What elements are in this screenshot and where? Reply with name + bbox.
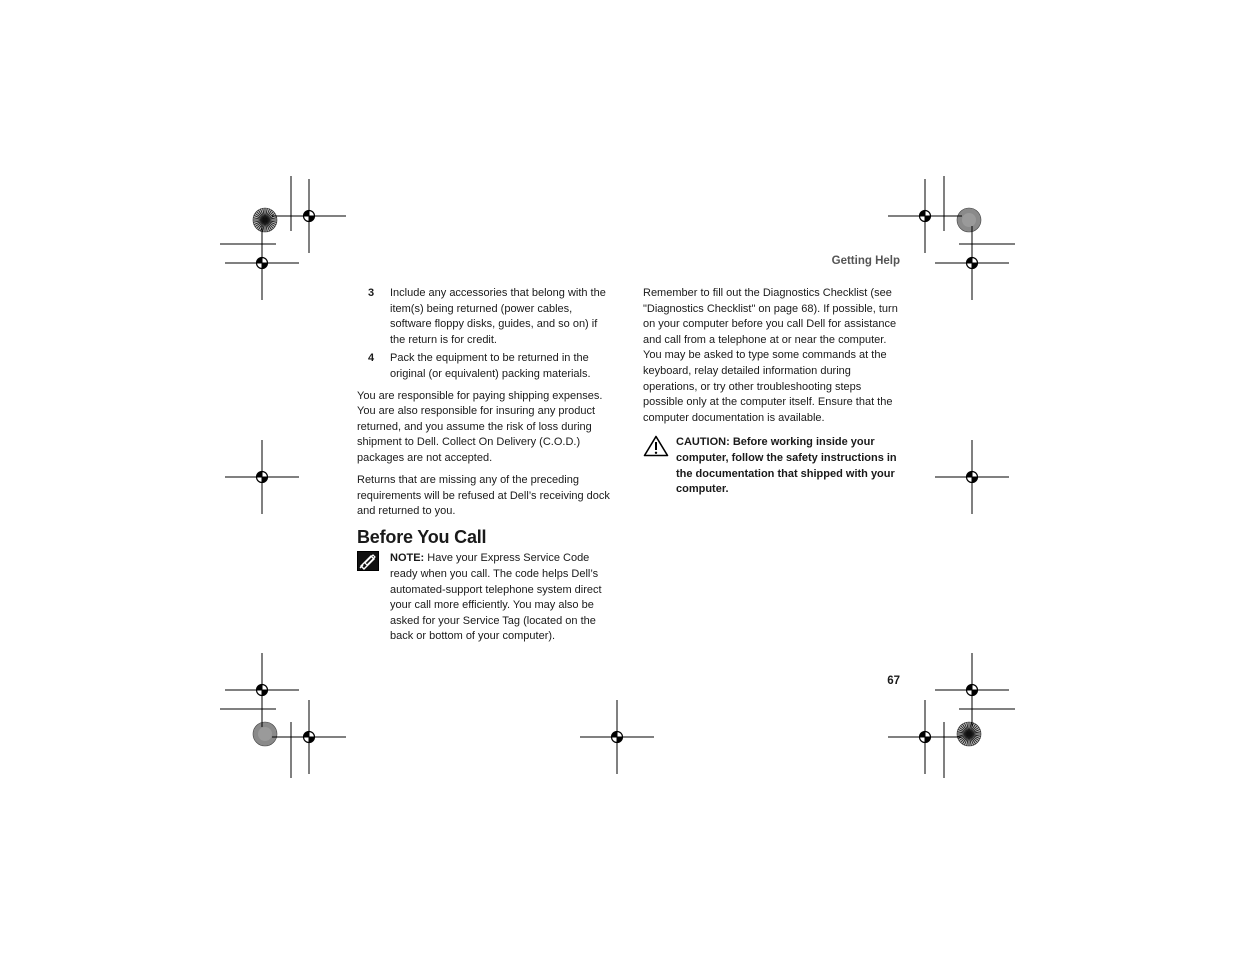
step-text: Include any accessories that belong with the item(s) being returned (power cables, software floppy disks, guides, and so on) if the return is for credit. xyxy=(390,287,606,346)
note-block xyxy=(357,551,613,645)
step-item xyxy=(357,286,613,348)
page-number: 67 xyxy=(887,675,900,687)
right-column xyxy=(643,286,901,498)
running-header: Getting Help xyxy=(831,255,900,267)
step-item xyxy=(357,351,613,382)
returns-paragraph: Returns that are missing any of the preceding requirements will be refused at Dell’s receiving dock and returned to you. xyxy=(357,474,610,518)
note-text xyxy=(390,551,613,645)
step-number: 4 xyxy=(368,352,375,365)
warning-triangle-icon xyxy=(643,435,676,497)
left-column xyxy=(357,286,613,645)
caution-block xyxy=(643,435,901,497)
diagnostics-paragraph: Remember to fill out the Diagnostics Checklist (see "Diagnostics Checklist" on page 68). If possible, turn on your computer before you call Dell for assistance and call from a telephone at or near the computer. You may be asked to type some commands at the keyboard, relay detailed information during operations, or try other troubleshooting steps possible only at the computer itself. Ensure that the computer documentation is available. xyxy=(643,287,898,424)
step-text: Pack the equipment to be returned in the original (or equivalent) packing materials. xyxy=(390,352,591,380)
note-body: Have your Express Service Code ready when you call. The code helps Dell’s automated-support telephone system direct your call more efficiently. You may also be asked for your Service Tag (located on the back or bottom of your computer). xyxy=(390,552,602,643)
caution-body: Before working inside your computer, follow the safety instructions in the documentation that shipped with your computer. xyxy=(676,436,897,496)
caution-label: CAUTION: xyxy=(676,436,730,449)
caution-text xyxy=(676,435,901,497)
note-label: NOTE: xyxy=(390,552,425,565)
note-pencil-icon xyxy=(357,551,390,645)
section-heading: Before You Call xyxy=(357,526,487,547)
shipping-paragraph: You are responsible for paying shipping expenses. You are also responsible for insuring any product returned, and you assume the risk of loss during shipment to Dell. Collect On Delivery (C.O.D.) packages are not accepted. xyxy=(357,389,603,464)
step-number: 3 xyxy=(368,287,375,299)
